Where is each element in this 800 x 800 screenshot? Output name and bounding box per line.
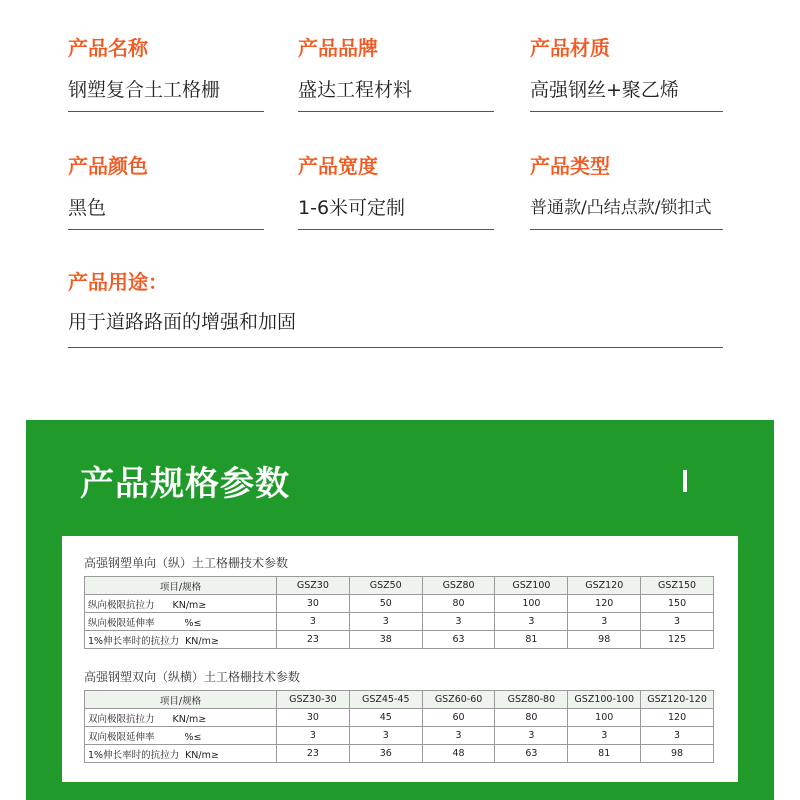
table-row — [85, 709, 714, 727]
table-cell: 100 — [495, 595, 568, 613]
field-product-type — [530, 154, 723, 230]
table-cell: 100 — [568, 709, 641, 727]
table-cell: 80 — [495, 709, 568, 727]
table-row — [85, 613, 714, 631]
table-cell: 81 — [568, 745, 641, 763]
table-cell: 38 — [349, 631, 422, 649]
field-divider — [298, 229, 494, 230]
table-cell: 23 — [277, 631, 350, 649]
table-cell: 36 — [349, 745, 422, 763]
field-product-brand — [298, 36, 494, 112]
table-header: GSZ80 — [422, 577, 495, 595]
table-header: GSZ120-120 — [641, 691, 714, 709]
table-cell: 23 — [277, 745, 350, 763]
row-label — [85, 595, 277, 613]
field-value: 1-6米可定制 — [298, 197, 406, 219]
table-header: GSZ80-80 — [495, 691, 568, 709]
table-cell: 98 — [641, 745, 714, 763]
field-divider — [68, 111, 264, 112]
field-divider — [530, 111, 723, 112]
spec-table-biaxial — [84, 690, 714, 763]
table-header: GSZ45-45 — [349, 691, 422, 709]
table-cell: 63 — [495, 745, 568, 763]
table-header: GSZ30 — [277, 577, 350, 595]
field-product-usage — [68, 270, 723, 348]
row-label — [85, 613, 277, 631]
table-cell: 120 — [641, 709, 714, 727]
table-header: GSZ150 — [641, 577, 714, 595]
row-item: 1%伸长率时的抗拉力 — [88, 749, 180, 761]
row-label — [85, 745, 277, 763]
table-cell: 3 — [568, 613, 641, 631]
table-cell: 60 — [422, 709, 495, 727]
table-row — [85, 631, 714, 649]
table-cell: 120 — [568, 595, 641, 613]
table-header: GSZ30-30 — [277, 691, 350, 709]
table-cell: 80 — [422, 595, 495, 613]
table-cell: 125 — [641, 631, 714, 649]
table-header-row — [85, 577, 714, 595]
spec-panel — [62, 536, 738, 782]
field-value: 钢塑复合土工格栅 — [68, 79, 221, 101]
table-cell: 3 — [422, 727, 495, 745]
table-header-row — [85, 691, 714, 709]
table-cell: 3 — [568, 727, 641, 745]
table-cell: 3 — [349, 727, 422, 745]
table-cell: 30 — [277, 709, 350, 727]
field-label: 产品宽度 — [298, 154, 378, 178]
table-cell: 3 — [495, 613, 568, 631]
row-label — [85, 727, 277, 745]
table-cell: 3 — [641, 613, 714, 631]
table-caption: 高强钢塑单向（纵）土工格栅技术参数 — [84, 556, 289, 570]
row-unit: KN/m≥ — [185, 749, 219, 761]
row-item: 1%伸长率时的抗拉力 — [88, 635, 180, 647]
table-cell: 98 — [568, 631, 641, 649]
section-title: 产品规格参数 — [80, 464, 290, 504]
table-row — [85, 595, 714, 613]
row-label — [85, 631, 277, 649]
row-unit: %≤ — [184, 731, 202, 743]
row-item: 纵向极限延伸率 — [88, 617, 155, 629]
table-row — [85, 727, 714, 745]
field-label: 产品材质 — [530, 36, 610, 60]
table-header: GSZ100-100 — [568, 691, 641, 709]
table-cell: 3 — [495, 727, 568, 745]
table-cell: 30 — [277, 595, 350, 613]
table-cell: 3 — [422, 613, 495, 631]
field-label: 产品颜色 — [68, 154, 148, 178]
table-cell: 81 — [495, 631, 568, 649]
table-header: GSZ60-60 — [422, 691, 495, 709]
row-unit: %≤ — [184, 617, 202, 629]
table-cell: 50 — [349, 595, 422, 613]
field-label: 产品用途： — [68, 270, 168, 294]
table-row — [85, 745, 714, 763]
field-label: 产品品牌 — [298, 36, 378, 60]
row-unit: KN/m≥ — [185, 635, 219, 647]
table-header: GSZ50 — [349, 577, 422, 595]
spec-section — [26, 420, 774, 800]
field-label: 产品名称 — [68, 36, 148, 60]
field-divider — [68, 229, 264, 230]
table-cell: 3 — [641, 727, 714, 745]
table-cell: 3 — [349, 613, 422, 631]
row-item: 双向极限延伸率 — [88, 731, 155, 743]
field-divider — [68, 347, 723, 348]
row-unit: KN/m≥ — [172, 599, 207, 611]
field-product-width — [298, 154, 494, 230]
field-product-name — [68, 36, 264, 112]
field-value: 用于道路路面的增强和加固 — [68, 311, 297, 333]
table-cell: 45 — [349, 709, 422, 727]
table-cell: 150 — [641, 595, 714, 613]
table-cell: 63 — [422, 631, 495, 649]
field-value: 盛达工程材料 — [298, 79, 413, 101]
field-product-material — [530, 36, 723, 112]
table-header: GSZ120 — [568, 577, 641, 595]
row-label — [85, 709, 277, 727]
spec-table-uniaxial — [84, 576, 714, 649]
table-cell: 3 — [277, 727, 350, 745]
table-caption: 高强钢塑双向（纵横）土工格栅技术参数 — [84, 670, 301, 684]
row-item: 双向极限抗拉力 — [88, 713, 155, 725]
table-cell: 3 — [277, 613, 350, 631]
field-value: 黑色 — [68, 197, 107, 219]
field-label: 产品类型 — [530, 154, 610, 178]
row-unit: KN/m≥ — [172, 713, 207, 725]
field-value: 普通款/凸结点款/锁扣式 — [530, 198, 712, 218]
field-divider — [530, 229, 723, 230]
table-header: 项目/规格 — [85, 691, 277, 709]
title-bar-decoration — [683, 470, 687, 492]
table-header: GSZ100 — [495, 577, 568, 595]
table-cell: 48 — [422, 745, 495, 763]
field-value: 高强钢丝+聚乙烯 — [530, 79, 679, 101]
field-product-color — [68, 154, 264, 230]
table-header: 项目/规格 — [85, 577, 277, 595]
field-divider — [298, 111, 494, 112]
row-item: 纵向极限抗拉力 — [88, 599, 155, 611]
